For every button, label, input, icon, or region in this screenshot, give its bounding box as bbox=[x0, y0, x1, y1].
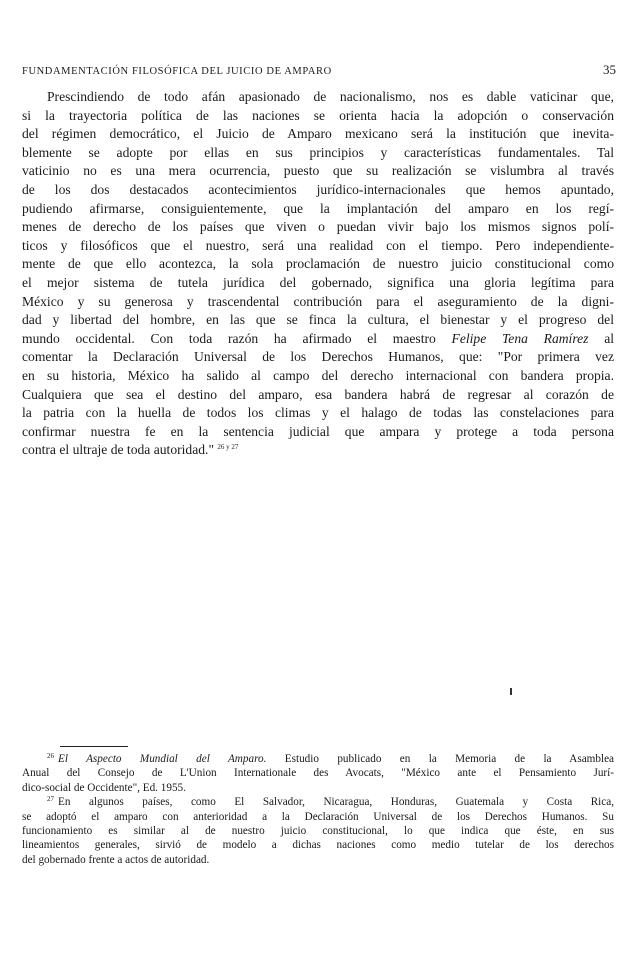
body-line: la patria con la huella de todos los climas y el halago de todas las constelaciones para bbox=[22, 405, 614, 421]
running-header-title: FUNDAMENTACIÓN FILOSÓFICA DEL JUICIO DE AMPARO bbox=[22, 66, 332, 77]
body-line: mente de que ello acontezca, la sola proclamación de nuestro juicio constitucional como bbox=[22, 256, 614, 272]
body-line: Cualquiera que sea el destino del amparo, esa bandera habrá de regresar al corazón de bbox=[22, 386, 614, 402]
body-line: comentar la Declaración Universal de los Derechos Humanos, que: "Por primera vez bbox=[22, 349, 614, 365]
body-line: blemente se adopte por ellas en sus principios y características fundamentales. Tal bbox=[22, 144, 614, 160]
body-line: México y su generosa y trascendental contribución para el aseguramiento de la digni- bbox=[22, 293, 614, 309]
body-line: el mejor sistema de tutela jurídica del gobernado, significa una gloria legítima para bbox=[22, 274, 614, 290]
footnote-reference: 26 y 27 bbox=[217, 443, 239, 452]
body-line-final bbox=[22, 441, 614, 460]
footnote-number: 26 bbox=[47, 752, 54, 760]
footnote-26-line: Anual del Consejo de L'Union Internationale des Avocats, "México ante el Pensamiento Jurí- bbox=[22, 767, 614, 780]
cited-author: Felipe Tena Ramírez bbox=[451, 330, 589, 346]
body-line: confirmar nuestra fe en la sentencia judicial que ampara y protege a toda persona bbox=[22, 423, 614, 439]
body-line: Prescindiendo de todo afán apasionado de nacionalismo, nos es dable vaticinar que, bbox=[47, 89, 614, 104]
print-mark bbox=[510, 688, 512, 695]
footnote-number: 27 bbox=[47, 795, 54, 804]
body-line: dad y libertad del hombre, en las que se finca la cultura, el bienestar y el progreso del bbox=[22, 312, 614, 328]
footnote-27-line bbox=[22, 795, 614, 809]
body-line: pudiendo afirmarse, consiguientemente, que la implantación del amparo en los regí- bbox=[22, 200, 614, 216]
body-line-with-author bbox=[22, 330, 614, 349]
page-number: 35 bbox=[603, 62, 616, 77]
body-line: en su historia, México ha salido al campo del derecho internacional con bandera propia. bbox=[22, 367, 614, 383]
body-line: de los dos destacados acontecimientos jurídico-internacionales que hemos apuntado, bbox=[22, 181, 614, 197]
footnote-26-line: dico-social de Occidente", Ed. 1955. bbox=[22, 781, 186, 794]
footnote-title: El Aspecto Mundial del Amparo. bbox=[58, 753, 267, 765]
footnote-27-line: lineamientos generales, sirvió de modelo a dichas naciones como medio tutelar de los derechos bbox=[22, 839, 614, 852]
body-line-text: contra el ultraje de toda autoridad." bbox=[22, 442, 215, 458]
body-line: vaticinio no es una mera ocurrencia, puesto que su realización se vislumbra al través bbox=[22, 163, 614, 179]
footnote-divider bbox=[60, 746, 128, 747]
footnote-27-line: del gobernado frente a actos de autoridad. bbox=[22, 853, 210, 866]
footnote-text: En algunos países, como El Salvador, Nicaragua, Honduras, Guatemala y Costa Rica, bbox=[58, 796, 614, 809]
footnote-27-line: se adoptó el amparo con anterioridad a la Declaración Universal de los Derechos Humanos. Su bbox=[22, 810, 614, 823]
footnotes bbox=[22, 752, 614, 867]
body-line: menes de derecho de los países que viven o puedan vivir bajo los mismos signos polí- bbox=[22, 219, 614, 235]
body-line-text: al bbox=[604, 330, 614, 346]
footnote-text: Estudio publicado en la Memoria de la Asamblea bbox=[284, 753, 614, 765]
body-line: del régimen democrático, el Juicio de Amparo mexicano será la institución que inevita- bbox=[22, 126, 614, 142]
body-line: si la trayectoria política de las naciones se orienta hacia la adopción o conservación bbox=[22, 107, 614, 123]
running-header bbox=[22, 62, 616, 78]
footnote-26-line bbox=[22, 752, 614, 766]
body-line-text: mundo occidental. Con toda razón ha afirmado el maestro bbox=[22, 330, 436, 346]
footnote-27-line: funcionamiento es similar al de nuestro juicio constitucional, lo que indica que éste, en sus bbox=[22, 825, 614, 838]
body-paragraph bbox=[22, 88, 614, 460]
body-line: ticos y filosóficos que el nuestro, será una realidad con el tiempo. Pero independiente- bbox=[22, 237, 614, 253]
